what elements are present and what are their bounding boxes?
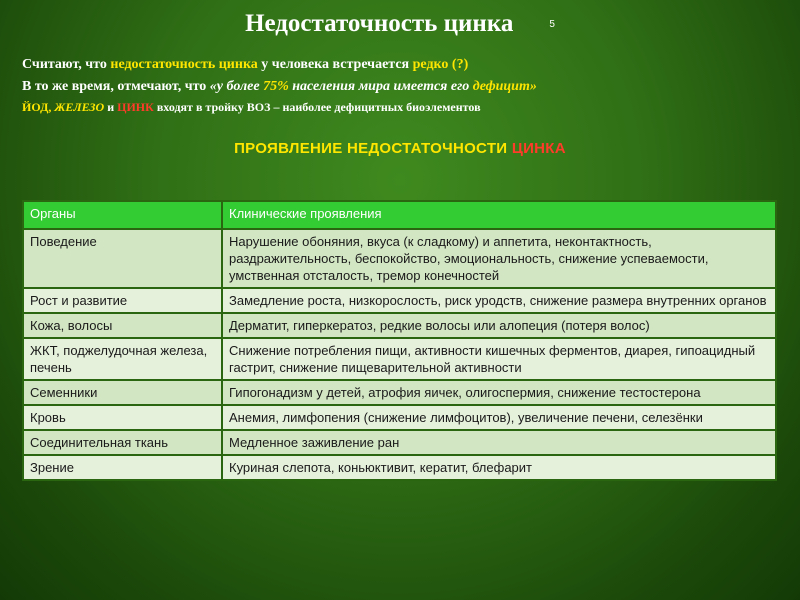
intro-line-3-zinc: ЦИНК: [117, 100, 154, 114]
section-heading-zinc: ЦИНКА: [511, 140, 566, 157]
intro-line-2-part-d: населения мира имеется его: [288, 79, 473, 94]
table-row: [23, 229, 776, 288]
intro-line-3-and: и: [104, 100, 118, 114]
intro-line-3-rest: входят в тройку ВОЗ – наиболее дефицитных биоэлементов: [153, 100, 481, 114]
intro-line-1-part-a: Считают, что: [22, 57, 111, 72]
section-heading: [0, 140, 800, 157]
table-row: [23, 338, 776, 380]
intro-line-2-part-a: В то же время, отмечают, что: [22, 79, 210, 94]
table-row: [23, 313, 776, 338]
organ-cell: Поведение: [23, 229, 222, 288]
intro-line-1-rarely: редко (?): [412, 57, 469, 72]
manifestation-cell: Нарушение обоняния, вкуса (к сладкому) и аппетита, неконтактность, раздражительность, беспокойство, эмоциональность, снижение успеваемости, умственная отсталость, тремор конечностей: [222, 229, 776, 288]
table-row: [23, 288, 776, 313]
organ-cell: Зрение: [23, 455, 222, 480]
intro-line-2-deficit: дефицит»: [472, 79, 537, 94]
organ-cell: Кровь: [23, 405, 222, 430]
intro-line-3-iodine: ЙОД,: [22, 100, 55, 114]
table-row: [23, 455, 776, 480]
header-clinical: Клинические проявления: [222, 201, 776, 229]
table-row: [23, 430, 776, 455]
organ-cell: ЖКТ, поджелудочная железа, печень: [23, 338, 222, 380]
manifestation-cell: Дерматит, гиперкератоз, редкие волосы или алопеция (потеря волос): [222, 313, 776, 338]
manifestation-cell: Гипогонадизм у детей, атрофия яичек, олигоспермия, снижение тестостерона: [222, 380, 776, 405]
intro-line-2-percent: 75%: [263, 79, 289, 94]
organ-cell: Рост и развитие: [23, 288, 222, 313]
manifestation-cell: Замедление роста, низкорослость, риск уродств, снижение размера внутренних органов: [222, 288, 776, 313]
table-header-row: [23, 201, 776, 229]
manifestation-cell: Снижение потребления пищи, активности кишечных ферментов, диарея, гипоацидный гастрит, снижение пищеварительной активности: [222, 338, 776, 380]
page-number: 5: [549, 19, 555, 30]
table-row: [23, 380, 776, 405]
intro-line-1: [22, 54, 792, 76]
manifestation-cell: Анемия, лимфопения (снижение лимфоцитов), увеличение печени, селезёнки: [222, 405, 776, 430]
table-row: [23, 405, 776, 430]
header-organs: Органы: [23, 201, 222, 229]
organ-cell: Соединительная ткань: [23, 430, 222, 455]
organ-cell: Семенники: [23, 380, 222, 405]
intro-line-1-part-c: у человека встречается: [257, 57, 413, 72]
intro-text: [22, 54, 792, 117]
intro-line-3-iron: ЖЕЛЕЗО: [54, 100, 105, 114]
manifestation-cell: Куриная слепота, коньюктивит, кератит, блефарит: [222, 455, 776, 480]
intro-line-3: [22, 98, 792, 117]
section-heading-text: ПРОЯВЛЕНИЕ НЕДОСТАТОЧНОСТИ: [234, 140, 512, 157]
intro-line-1-highlight: недостаточность цинка: [110, 57, 258, 72]
slide-title: [0, 10, 800, 38]
intro-line-2: [22, 76, 792, 98]
manifestations-table: [22, 200, 777, 481]
manifestation-cell: Медленное заживление ран: [222, 430, 776, 455]
organ-cell: Кожа, волосы: [23, 313, 222, 338]
intro-line-2-quote-start: «у более: [209, 79, 264, 94]
title-text: Недостаточность цинка: [245, 10, 514, 37]
